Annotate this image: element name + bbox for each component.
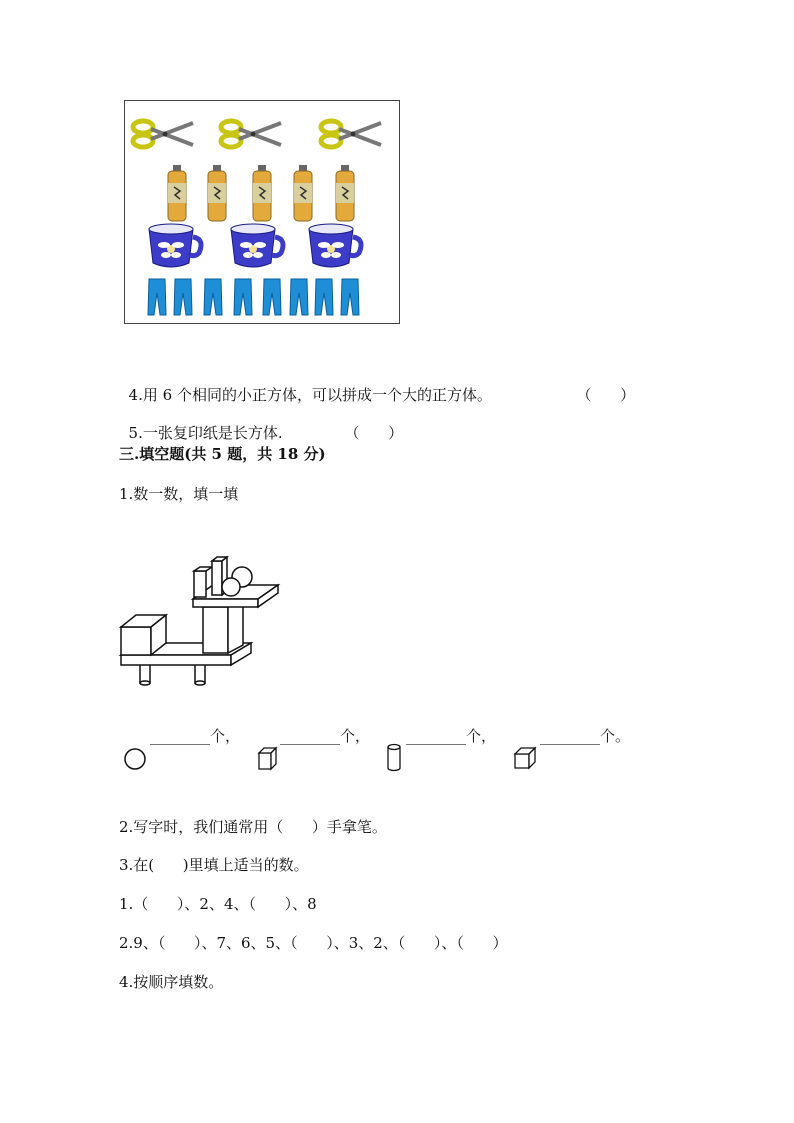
top-cuboid-b <box>212 561 222 595</box>
cup-icon <box>231 224 283 267</box>
cups-row <box>149 224 361 267</box>
leg-base-left <box>140 681 150 685</box>
circle-icon <box>122 746 148 772</box>
pants-icon <box>263 279 281 315</box>
cylinder-icon <box>385 742 403 774</box>
cuboid-icon <box>512 744 538 770</box>
scissors-icon <box>133 121 193 147</box>
blank-cuboid-count[interactable]: ________个。 <box>540 727 631 745</box>
pants-row <box>148 279 359 315</box>
fill-q3-line1: 1.（ ）、2、4、（ ）、8 <box>119 895 317 913</box>
sphere-front <box>222 578 240 596</box>
cup-icon <box>149 224 201 267</box>
bottle-icon <box>168 165 186 221</box>
top-cuboid-a <box>194 571 206 597</box>
blank-cylinder-count[interactable]: ________个， <box>406 727 497 745</box>
left-cube-front <box>121 627 151 655</box>
bottle-icon <box>336 165 354 221</box>
cup-icon <box>309 224 361 267</box>
bottles-row <box>168 165 354 221</box>
section-3-title: 三.填空题(共 5 题，共 18 分) <box>119 445 326 463</box>
bottle-icon <box>294 165 312 221</box>
cube-icon <box>256 744 280 772</box>
pants-icon <box>290 279 308 315</box>
scissors-row <box>133 121 381 147</box>
fill-q3: 3.在( )里填上适当的数。 <box>119 856 309 874</box>
pants-icon <box>341 279 359 315</box>
bottle-icon <box>208 165 226 221</box>
pants-icon <box>234 279 252 315</box>
bottom-plank-front <box>121 655 231 665</box>
leg-base-right <box>195 681 205 685</box>
pants-icon <box>204 279 222 315</box>
pants-icon <box>315 279 333 315</box>
block-figure <box>118 555 283 691</box>
pants-icon <box>148 279 166 315</box>
fill-q3-line2: 2.9、（ ）、7、6、5、（ ）、3、2、（ ）、（ ） <box>119 934 508 952</box>
question-4-judgement: 4.用 6 个相同的小正方体，可以拼成一个大的正方体。 <box>128 386 492 404</box>
block-figure-svg <box>118 555 283 687</box>
fill-q4: 4.按顺序填数。 <box>119 973 224 991</box>
pants-icon <box>174 279 192 315</box>
blank-cube-count[interactable]: ________个， <box>280 727 371 745</box>
objects-picture-svg <box>125 101 399 323</box>
top-cuboid-a-top <box>194 567 212 571</box>
fill-q2: 2.写字时，我们通常用（ ）手拿笔。 <box>119 818 387 836</box>
bottle-icon <box>253 165 271 221</box>
fill-q1: 1.数一数，填一填 <box>119 485 239 503</box>
objects-picture <box>124 100 400 324</box>
answer-paren-q5[interactable]: （ ） <box>344 424 404 442</box>
question-5-judgement: 5.一张复印纸是长方体. <box>128 424 283 442</box>
scissors-icon <box>321 121 381 147</box>
answer-paren-q4[interactable]: （ ） <box>576 386 636 404</box>
blank-sphere-count[interactable]: ________个， <box>150 727 241 745</box>
upper-plank-front <box>193 599 258 607</box>
scissors-icon <box>221 121 281 147</box>
column-front <box>203 607 228 653</box>
